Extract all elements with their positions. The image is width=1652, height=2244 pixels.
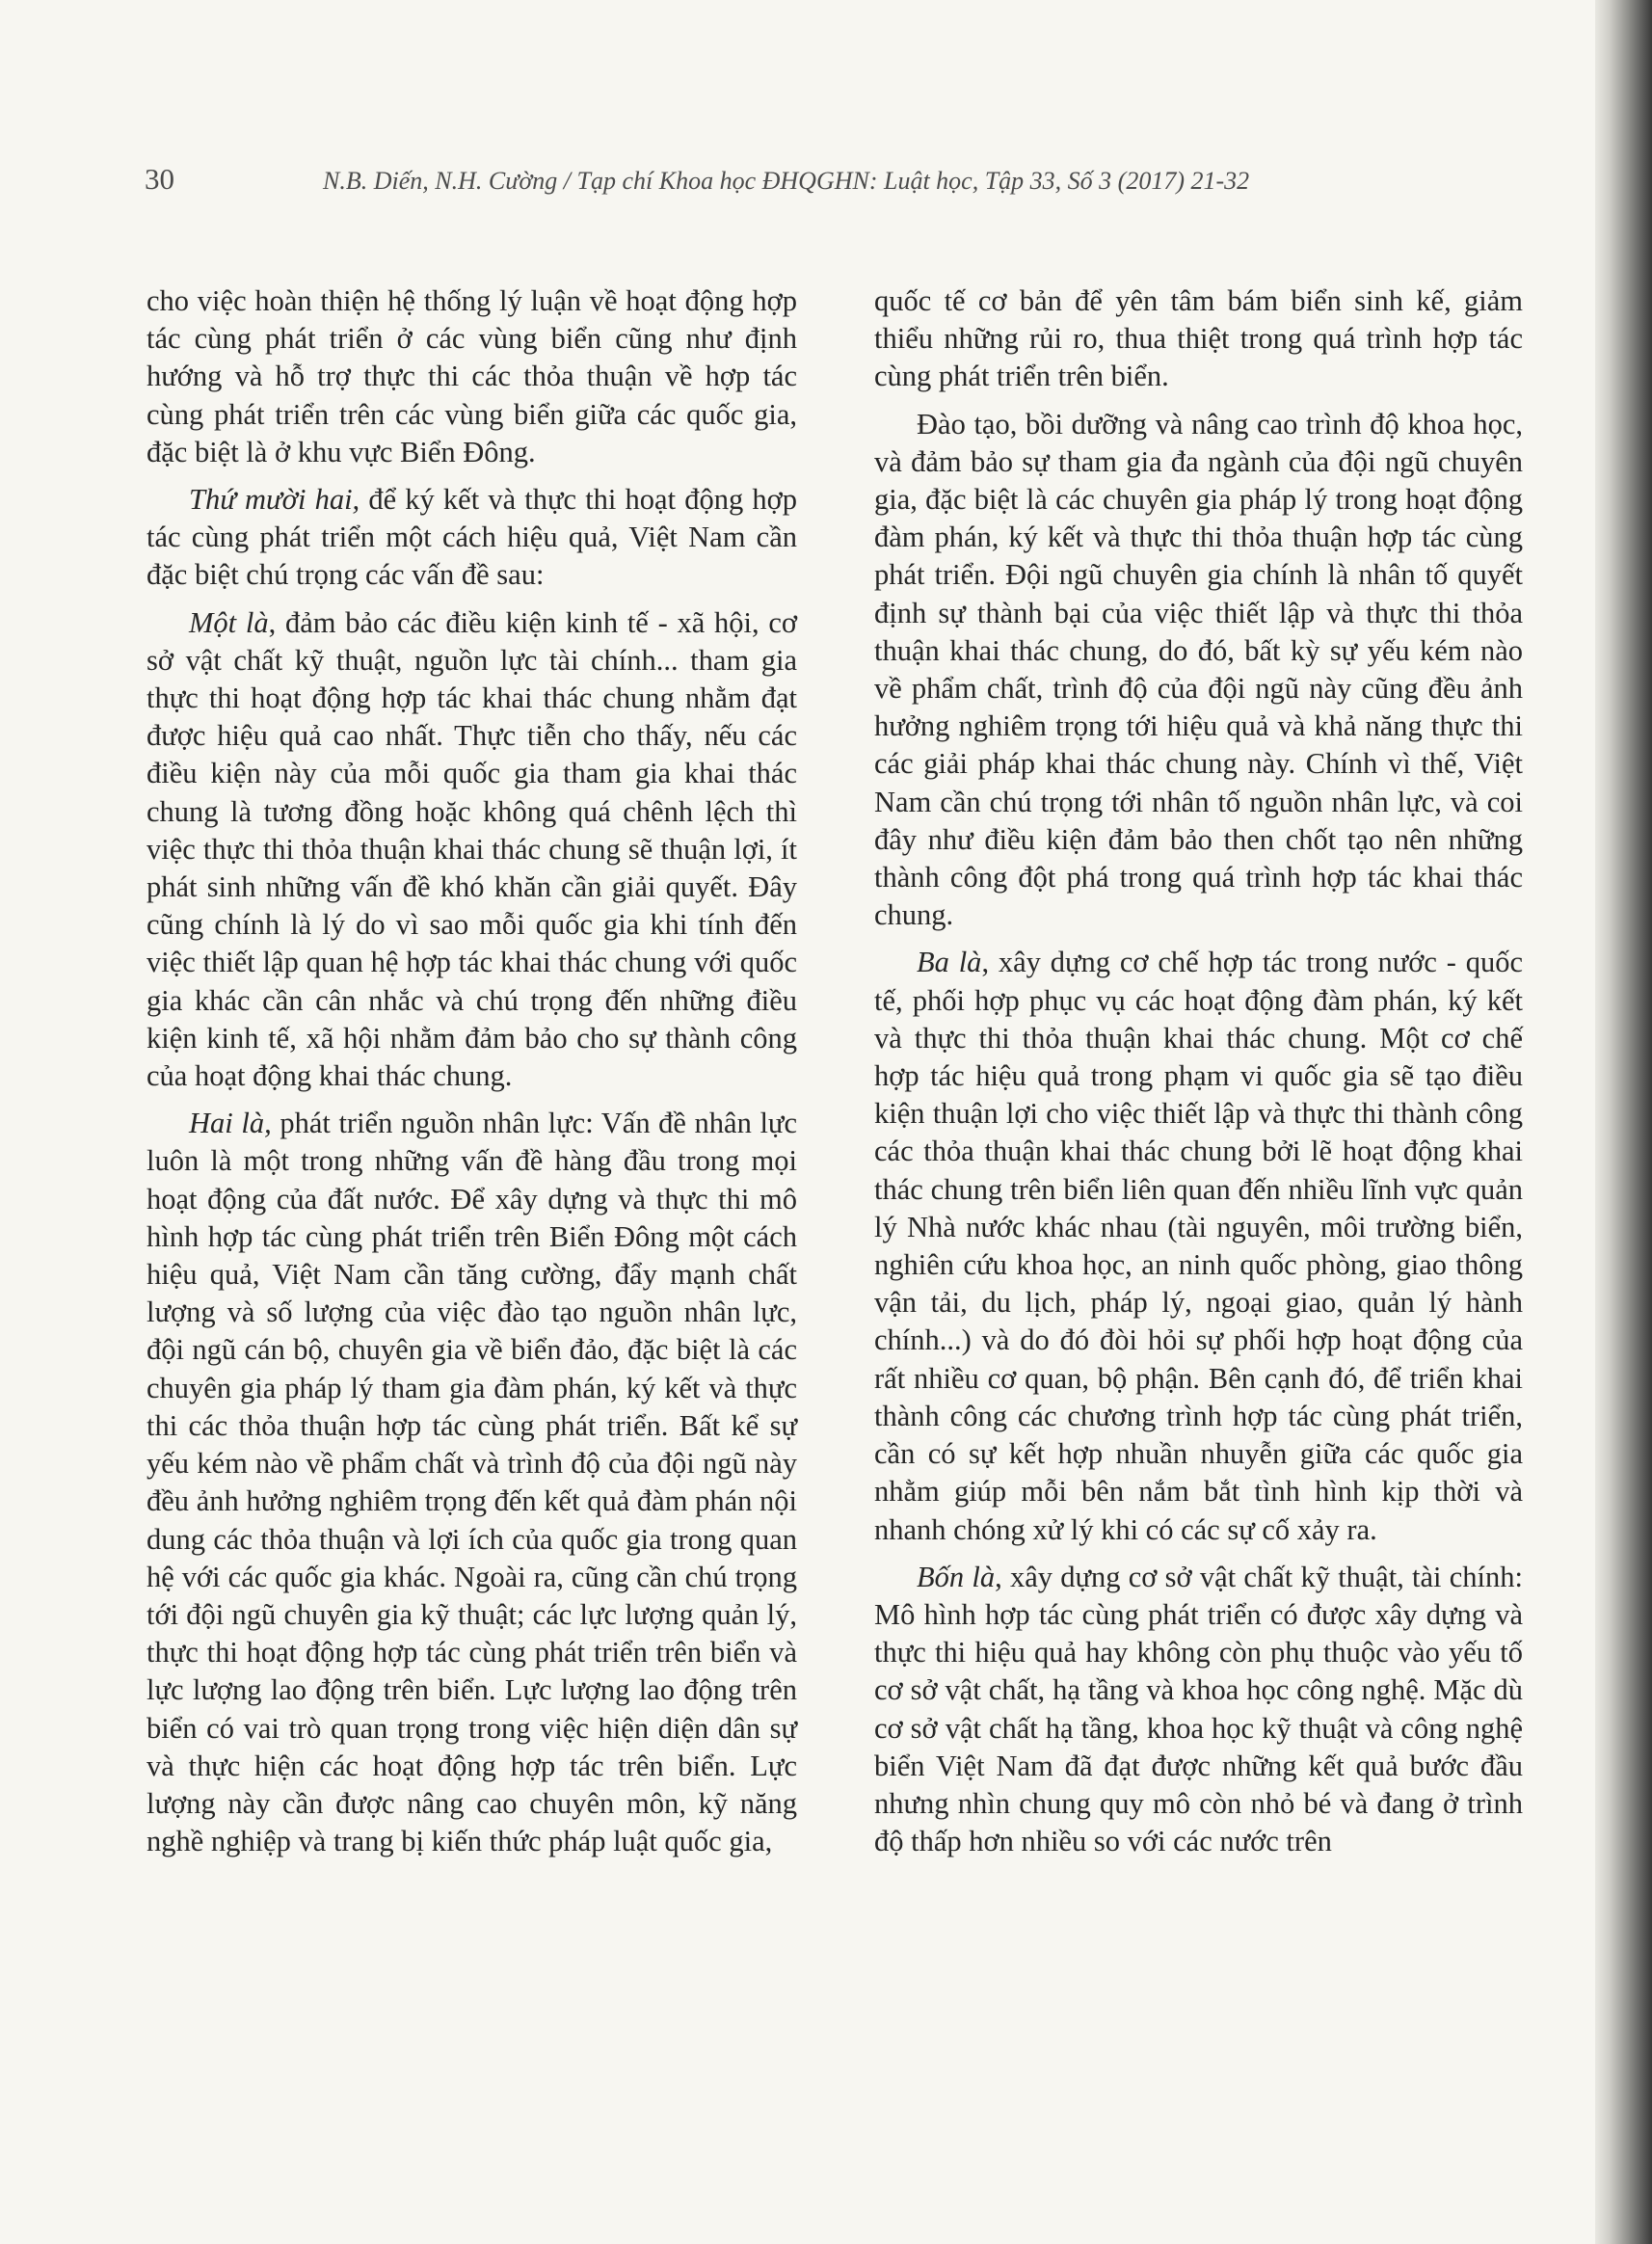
scan-edge-shadow <box>1595 0 1652 2244</box>
paragraph <box>874 1559 1523 1861</box>
paragraph <box>147 282 797 471</box>
left-column <box>147 282 797 1870</box>
paragraph-lead: Ba là <box>917 946 982 979</box>
page-header <box>145 160 1349 202</box>
paragraph-text: , xây dựng cơ chế hợp tác trong nước - quốc tế, phối hợp phục vụ các hoạt động đàm phán, ký kết và thực thi thỏa thuận khai thác chung. Một cơ chế hợp tác hiệu quả trong phạm vi quốc gia sẽ tạo điều kiện thuận lợi cho việc thiết lập và thực thi thành công các thỏa thuận khai thác chung bởi lẽ hoạt động khai thác chung trên biển liên quan đến nhiều lĩnh vực quản lý Nhà nước khác nhau (tài nguyên, môi trường biển, nghiên cứu khoa học, an ninh quốc phòng, giao thông vận tải, du lịch, pháp lý, ngoại giao, quản lý hành chính...) và do đó đòi hỏi sự phối hợp hoạt động của rất nhiều cơ quan, bộ phận. Bên cạnh đó, để triển khai thành công các chương trình hợp tác cùng phát triển, cần có sự kết hợp nhuần nhuyễn giữa các quốc gia nhằm giúp mỗi bên nắm bắt tình hình kịp thời và nhanh chóng xử lý khi có các sự cố xảy ra. <box>874 946 1524 1546</box>
paragraph-text: quốc tế cơ bản để yên tâm bám biển sinh kế, giảm thiểu những rủi ro, thua thiệt trong quá trình hợp tác cùng phát triển trên biển. <box>874 284 1523 393</box>
paragraph <box>147 1105 797 1860</box>
paragraph-text: cho việc hoàn thiện hệ thống lý luận về hoạt động hợp tác cùng phát triển ở các vùng biển cũng như định hướng và hỗ trợ thực thi các thỏa thuận về hợp tác cùng phát triển trên các vùng biển giữa các quốc gia, đặc biệt là ở khu vực Biển Đông. <box>147 284 797 468</box>
running-head: N.B. Diến, N.H. Cường / Tạp chí Khoa học ĐHQGHN: Luật học, Tập 33, Số 3 (2017) 21-32 <box>323 167 1250 195</box>
paragraph <box>874 944 1523 1548</box>
paragraph-text: Đào tạo, bồi dưỡng và nâng cao trình độ khoa học, và đảm bảo sự tham gia đa ngành của đội ngũ chuyên gia, đặc biệt là các chuyên gia pháp lý trong hoạt động đàm phán, ký kết và thực thi thỏa thuận hợp tác cùng phát triển. Đội ngũ chuyên gia chính là nhân tố quyết định sự thành bại của việc thiết lập và thực thi thỏa thuận khai thác chung, do đó, bất kỳ sự yếu kém nào về phẩm chất, trình độ của đội ngũ này cũng đều ảnh hưởng nghiêm trọng tới hiệu quả và khả năng thực thi các giải pháp khai thác chung này. Chính vì thế, Việt Nam cần chú trọng tới nhân tố nguồn nhân lực, và coi đây như điều kiện đảm bảo then chốt tạo nên những thành công đột phá trong quá trình hợp tác khai thác chung. <box>874 407 1523 932</box>
paragraph-text: để ký kết và thực thi hoạt động hợp tác cùng phát triển một cách hiệu quả, Việt Nam cần đặc biệt chú trọng các vấn đề sau: <box>147 483 798 592</box>
page-number: 30 <box>145 162 174 196</box>
paragraph-lead: Bốn là <box>917 1560 996 1593</box>
paragraph <box>147 481 797 595</box>
paragraph <box>874 282 1523 396</box>
paragraph <box>874 406 1523 935</box>
paragraph-text: phát triển nguồn nhân lực: Vấn đề nhân lực luôn là một trong những vấn đề hàng đầu trong mọi hoạt động của đất nước. Để xây dựng và thực thi mô hình hợp tác cùng phát triển trên Biển Đông một cách hiệu quả, Việt Nam cần tăng cường, đẩy mạnh chất lượng và số lượng của việc đào tạo nguồn nhân lực, đội ngũ cán bộ, chuyên gia về biển đảo, đặc biệt là các chuyên gia pháp lý tham gia đàm phán, ký kết và thực thi các thỏa thuận hợp tác cùng phát triển. Bất kể sự yếu kém nào về phẩm chất và trình độ của đội ngũ này đều ảnh hưởng nghiêm trọng đến kết quả đàm phán nội dung các thỏa thuận và lợi ích của quốc gia trong quan hệ với các quốc gia khác. Ngoài ra, cũng cần chú trọng tới đội ngũ chuyên gia kỹ thuật; các lực lượng quản lý, thực thi hoạt động hợp tác cùng phát triển trên biển và lực lượng lao động trên biển. Lực lượng lao động trên biển có vai trò quan trọng trong việc hiện diện dân sự và thực hiện các hoạt động hợp tác trên biển. Lực lượng này cần được nâng cao chuyên môn, kỹ năng nghề nghiệp và trang bị kiến thức pháp luật quốc gia, <box>147 1107 797 1858</box>
paragraph-lead: Hai là, <box>189 1107 272 1140</box>
paragraph-lead: Một là <box>189 605 269 639</box>
paragraph <box>147 604 797 1096</box>
right-column <box>874 282 1523 1870</box>
paragraph-text: , đảm bảo các điều kiện kinh tế - xã hội, cơ sở vật chất kỹ thuật, nguồn lực tài chính... tham gia thực thi hoạt động hợp tác khai thác chung nhằm đạt được hiệu quả cao nhất. Thực tiễn cho thấy, nếu các điều kiện này của mỗi quốc gia tham gia khai thác chung là tương đồng hoặc không quá chênh lệch thì việc thực thi thỏa thuận khai thác chung sẽ thuận lợi, ít phát sinh những vấn đề khó khăn cần giải quyết. Đây cũng chính là lý do vì sao mỗi quốc gia khi tính đến việc thiết lập quan hệ hợp tác khai thác chung với quốc gia khác cần cân nhắc và chú trọng đến những điều kiện kinh tế, xã hội nhằm đảm bảo cho sự thành công của hoạt động khai thác chung. <box>147 605 797 1093</box>
paragraph-text: , xây dựng cơ sở vật chất kỹ thuật, tài chính: Mô hình hợp tác cùng phát triển có được xây dựng và thực thi hiệu quả hay không còn phụ thuộc vào yếu tố cơ sở vật chất, hạ tầng và khoa học công nghệ. Mặc dù cơ sở vật chất hạ tầng, khoa học kỹ thuật và công nghệ biển Việt Nam đã đạt được những kết quả bước đầu nhưng nhìn chung quy mô còn nhỏ bé và đang ở trình độ thấp hơn nhiều so với các nước trên <box>874 1560 1524 1858</box>
paragraph-lead: Thứ mười hai, <box>189 483 360 517</box>
